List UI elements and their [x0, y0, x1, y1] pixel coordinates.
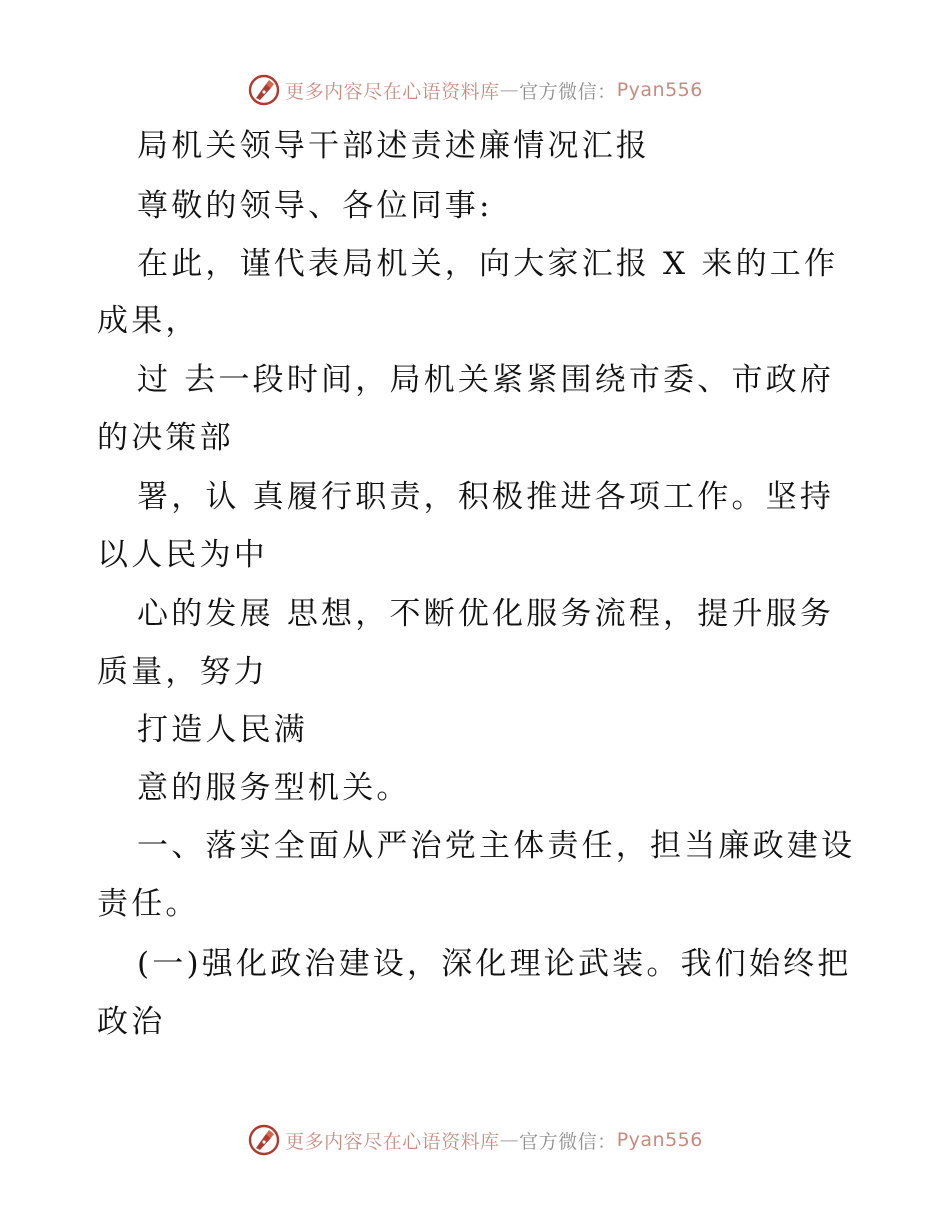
paragraph-line: 在此，谨代表局机关，向大家汇报 X 来的工作	[137, 246, 839, 282]
watermark-official-label: 官方微信：	[519, 1130, 617, 1153]
watermark-account: Pyan556	[616, 1129, 703, 1151]
section-heading: 一、落实全面从严治党主体责任，担当廉政建设	[137, 828, 856, 864]
pen-nib-logo-icon	[247, 1123, 281, 1157]
subsection-heading: (一)强化政治建设，深化理论武装。我们始终把	[137, 946, 852, 982]
paragraph-line: 心的发展 思想，不断优化服务流程，提升服务	[137, 596, 835, 632]
paragraph-line: 署，认 真履行职责，积极推进各项工作。坚持	[137, 479, 835, 515]
watermark-separator: —	[499, 79, 520, 101]
paragraph-line: 过 去一段时间，局机关紧紧围绕市委、市政府	[137, 362, 835, 398]
paragraph-line: 政治	[97, 1004, 166, 1040]
document-title: 局机关领导干部述责述廉情况汇报	[137, 128, 650, 164]
watermark-account: Pyan556	[616, 79, 703, 101]
paragraph-line: 以人民为中	[97, 537, 268, 573]
watermark-official-label: 官方微信：	[519, 80, 617, 103]
watermark-text: 更多内容尽在心语资料库	[285, 1130, 500, 1153]
paragraph-line: 的决策部	[97, 420, 234, 456]
section-heading-cont: 责任。	[97, 886, 200, 922]
salutation: 尊敬的领导、各位同事:	[137, 188, 493, 224]
watermark-banner-bottom	[0, 1120, 950, 1160]
paragraph-line: 质量，努力	[97, 654, 268, 690]
watermark-text: 更多内容尽在心语资料库	[285, 80, 500, 103]
paragraph-line: 成果，	[97, 303, 200, 339]
paragraph-line: 意的服务型机关。	[137, 770, 411, 806]
paragraph-line: 打造人民满	[137, 712, 308, 748]
watermark-separator: —	[499, 1129, 520, 1151]
